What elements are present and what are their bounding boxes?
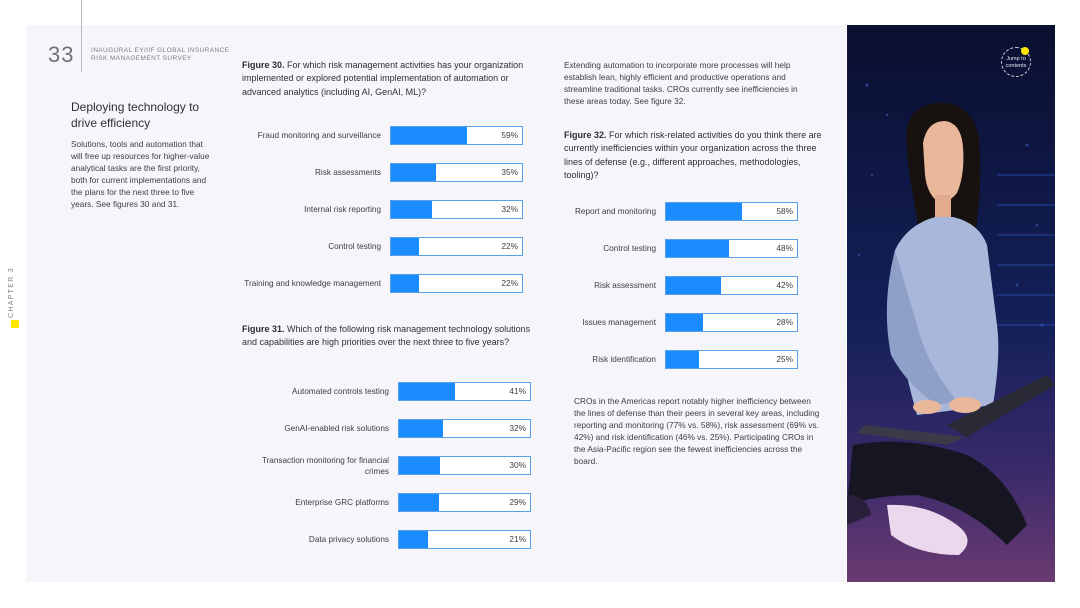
figure32-value-label: 48% xyxy=(776,243,793,253)
figure30-number: Figure 30. xyxy=(242,60,285,70)
figure30-title xyxy=(242,59,547,99)
figure31-number: Figure 31. xyxy=(242,324,285,334)
figure30-value-label: 22% xyxy=(501,241,518,251)
figure32-category-label: Risk assessment xyxy=(594,281,656,290)
jump-label-line1: Jump to xyxy=(1006,56,1026,62)
figure30-category-label: Risk assessments xyxy=(315,168,381,177)
figure31-bar xyxy=(399,531,428,548)
header-divider xyxy=(81,0,82,72)
figure32-value-label: 25% xyxy=(776,354,793,364)
jump-to-contents-label[interactable] xyxy=(1001,56,1031,69)
figure30-category-label: Control testing xyxy=(328,242,381,251)
chapter-marker xyxy=(11,320,19,328)
figure30-bar-track xyxy=(390,200,523,219)
figure32-value-label: 28% xyxy=(776,317,793,327)
figure31-bar-track xyxy=(398,382,531,401)
figure32-category-label: Control testing xyxy=(603,244,656,253)
figure31-category-label: Data privacy solutions xyxy=(308,535,389,544)
figure32-number: Figure 32. xyxy=(564,130,607,140)
figure31-bar xyxy=(399,457,440,474)
figure32-bar xyxy=(666,314,703,331)
figure32-bar-track xyxy=(665,313,798,332)
figure30-bar xyxy=(391,164,436,181)
figure32-category-label: Issues management xyxy=(582,318,656,327)
figure32-bar-track xyxy=(665,276,798,295)
section-body: Solutions, tools and automation that will free up resources for higher-value analytical tasks are the first priority, both for current implementations and the plans for the next three to five years. See figures 30 and 31. xyxy=(71,139,210,209)
figure30-bar-track xyxy=(390,237,523,256)
figure30-bar-track xyxy=(390,163,523,182)
figure31-bar-track xyxy=(398,530,531,549)
americas-paragraph: CROs in the Americas report notably higher inefficiency between the lines of defense than their peers in several key areas, including reporting and monitoring (77% vs. 58%), risk assessment (69% vs. 42%) and risk identification (46% vs. 25%). Participating CROs in the Asia-Pacific region see the fewest inefficiencies across the board. xyxy=(574,396,820,466)
figure31-question: Which of the following risk management technology solutions and capabilities are high priorities over the next three to five years? xyxy=(242,324,531,348)
figure30-bar xyxy=(391,201,432,218)
figure32-bar xyxy=(666,240,729,257)
figure31-bar-track xyxy=(398,493,531,512)
figure32-category-label: Report and monitoring xyxy=(574,207,656,216)
figure32-bar-track xyxy=(665,239,798,258)
figure30-bar-track xyxy=(390,274,523,293)
figure31-bar xyxy=(399,383,455,400)
figure30-category-label: Training and knowledge management xyxy=(244,279,381,288)
figure31-category-label: Enterprise GRC platforms xyxy=(295,498,389,507)
figure30-category-label: Fraud monitoring and surveillance xyxy=(257,131,381,140)
figure30-bar xyxy=(391,275,419,292)
figure30-question: For which risk management activities has your organization implemented or explored potential implementation of automation or advanced analytics (including AI, GenAI, ML)? xyxy=(242,60,524,97)
figure32-bar-track xyxy=(665,202,798,221)
figure32-value-label: 42% xyxy=(776,280,793,290)
photo-illustration xyxy=(847,25,1055,582)
figure31-bar xyxy=(399,420,443,437)
jump-label-line2: contents xyxy=(1005,62,1027,69)
survey-title-line1: INAUGURAL EY/IIF GLOBAL INSURANCE xyxy=(91,47,230,54)
figure32-question: For which risk-related activities do you think there are currently inefficiencies within your organization across the three lines of defense (e.g., different approaches, methodologies, tooling)? xyxy=(564,130,822,181)
figure30-value-label: 35% xyxy=(501,167,518,177)
figure30-category-label: Internal risk reporting xyxy=(304,205,381,214)
jump-indicator-dot xyxy=(1021,47,1029,55)
figure31-bar-track xyxy=(398,419,531,438)
figure30-value-label: 59% xyxy=(501,130,518,140)
chapter-label[interactable]: CHAPTER 3 xyxy=(8,267,15,318)
page-number: 33 xyxy=(48,42,75,67)
figure31-category-label: Transaction monitoring for financial crimes xyxy=(261,455,389,476)
figure30-bar xyxy=(391,127,467,144)
figure31-bar-track xyxy=(398,456,531,475)
figure31-value-label: 30% xyxy=(509,460,526,470)
figure30-value-label: 22% xyxy=(501,278,518,288)
figure31-value-label: 29% xyxy=(509,497,526,507)
figure32-category-label: Risk identification xyxy=(592,355,656,364)
figure31-category-label: GenAI-enabled risk solutions xyxy=(284,424,389,433)
section-title: Deploying technology to drive efficiency xyxy=(71,100,200,130)
figure31-title xyxy=(242,323,537,350)
figure31-value-label: 21% xyxy=(509,534,526,544)
figure32-bar xyxy=(666,203,742,220)
figure32-title xyxy=(564,129,826,183)
figure32-bar xyxy=(666,277,721,294)
figure31-category-label: Automated controls testing xyxy=(292,387,389,396)
survey-title-line2: RISK MANAGEMENT SURVEY xyxy=(91,54,192,62)
figure30-bar xyxy=(391,238,419,255)
survey-title xyxy=(91,47,231,62)
figure32-bar xyxy=(666,351,699,368)
figure31-value-label: 41% xyxy=(509,386,526,396)
figure31-bar xyxy=(399,494,439,511)
figure32-value-label: 58% xyxy=(776,206,793,216)
figure31-value-label: 32% xyxy=(509,423,526,433)
intro-paragraph: Extending automation to incorporate more processes will help establish lean, highly efficient and productive operations and streamline traditional tasks. CROs currently see inefficiencies in these areas today. See figure 32. xyxy=(564,60,798,106)
figure30-value-label: 32% xyxy=(501,204,518,214)
photo-woman-with-laptop xyxy=(847,25,1055,582)
figure30-bar-track xyxy=(390,126,523,145)
figure32-bar-track xyxy=(665,350,798,369)
